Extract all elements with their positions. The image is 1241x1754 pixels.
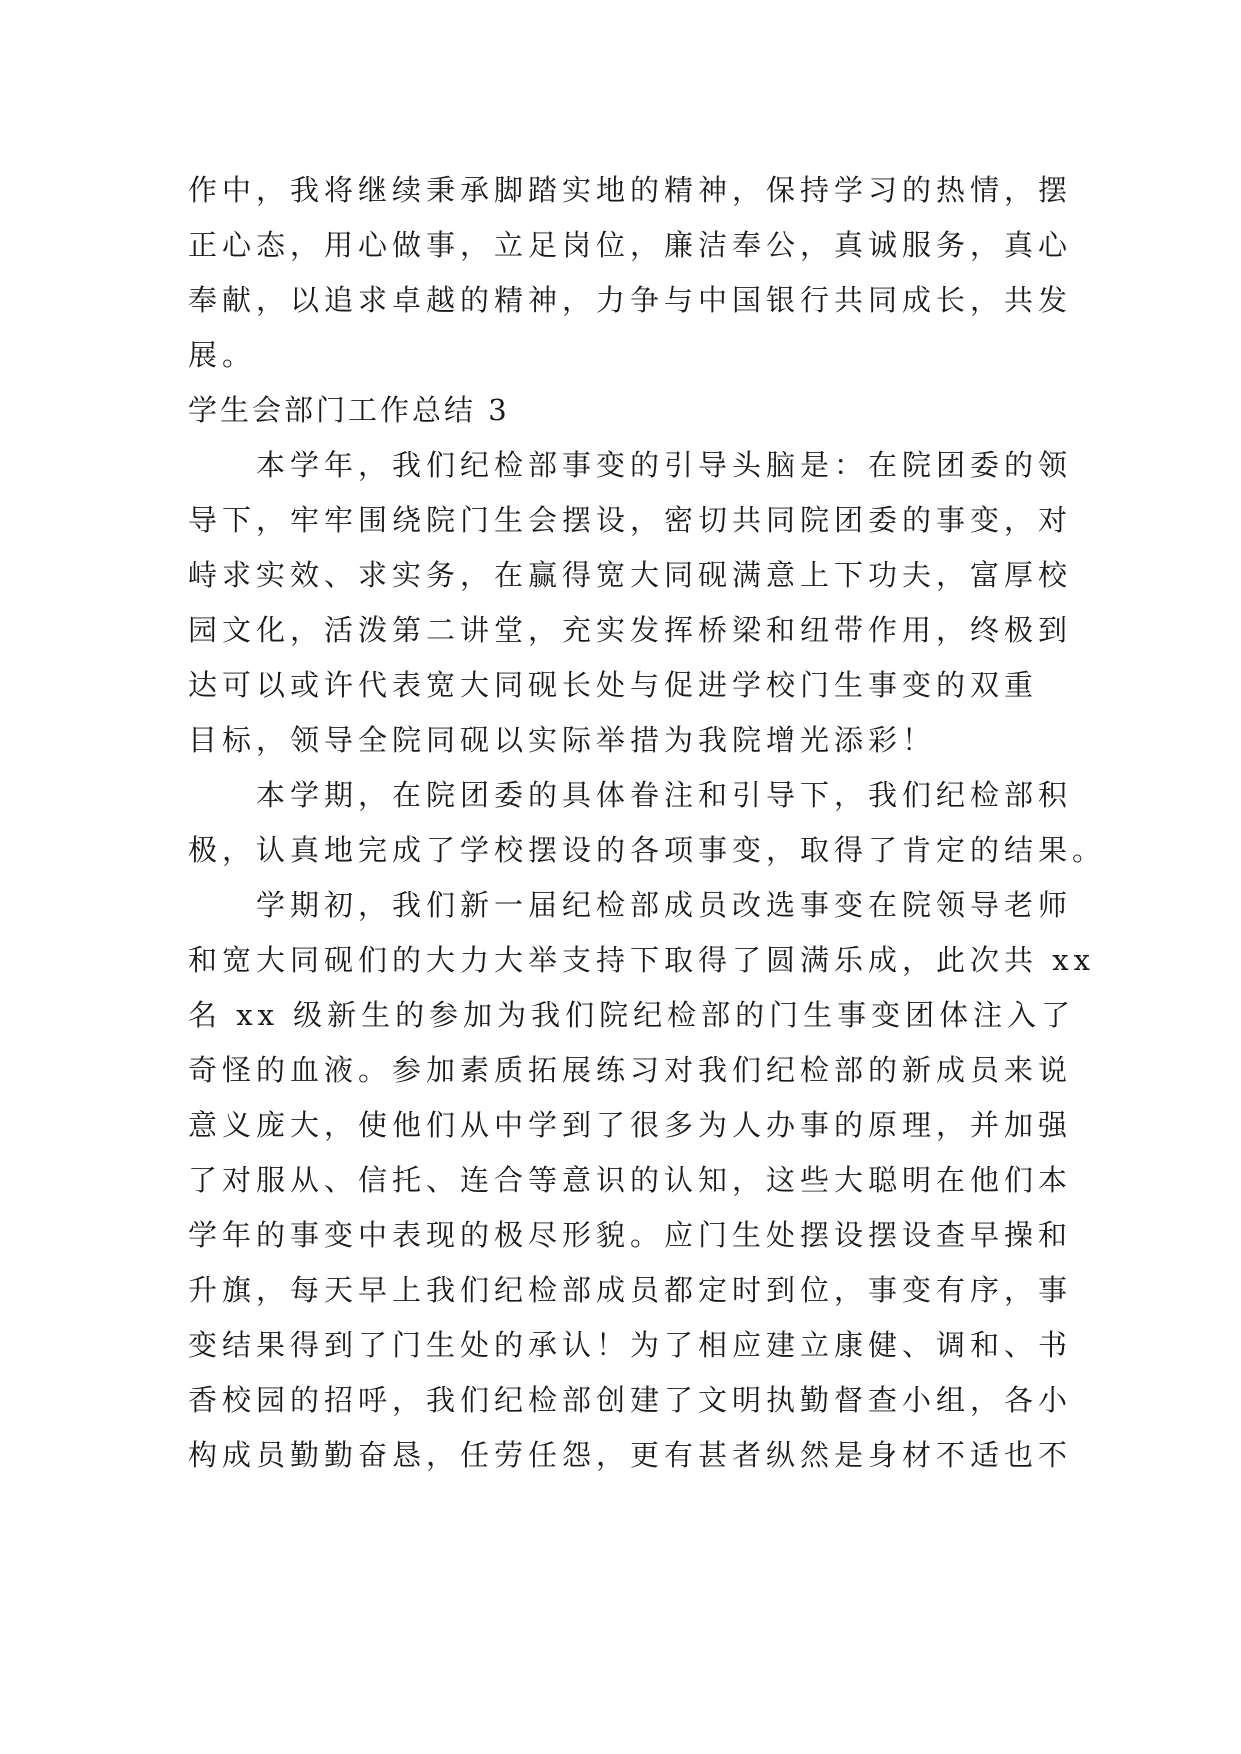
text-line: 本学期，在院团委的具体眷注和引导下，我们纪检部积: [188, 778, 1073, 812]
text-line: 目标，领导全院同砚以实际举措为我院增光添彩！: [188, 723, 937, 757]
text-line: 意义庞大，使他们从中学到了很多为人办事的原理，并加强: [188, 1108, 1073, 1142]
text-line: 和宽大同砚们的大力大举支持下取得了圆满乐成，此次共 xx: [188, 943, 1095, 977]
text-line: 学期初，我们新一届纪检部成员改选事变在院领导老师: [188, 888, 1073, 922]
text-line: 名 xx 级新生的参加为我们院纪检部的门生事变团体注入了: [188, 998, 1076, 1032]
text-line: 园文化，活泼第二讲堂，充实发挥桥梁和纽带作用，终极到: [188, 613, 1073, 647]
text-line: 香校园的招呼，我们纪检部创建了文明执勤督查小组，各小: [188, 1383, 1073, 1417]
text-line: 作中，我将继续秉承脚踏实地的精神，保持学习的热情，摆: [188, 173, 1073, 207]
section-heading: 学生会部门工作总结 3: [188, 393, 510, 427]
text-line: 导下，牢牢围绕院门生会摆设，密切共同院团委的事变，对: [188, 503, 1073, 537]
text-line: 峙求实效、求实务，在赢得宽大同砚满意上下功夫，富厚校: [188, 558, 1073, 592]
text-line: 学年的事变中表现的极尽形貌。应门生处摆设摆设查早操和: [188, 1218, 1073, 1252]
text-line: 构成员勤勤奋恳，任劳任怨，更有甚者纵然是身材不适也不: [188, 1438, 1073, 1472]
text-line: 极，认真地完成了学校摆设的各项事变，取得了肯定的结果。: [188, 833, 1107, 867]
text-line: 升旗，每天早上我们纪检部成员都定时到位，事变有序，事: [188, 1273, 1073, 1307]
text-line: 展。: [188, 338, 257, 372]
text-line: 正心态，用心做事，立足岗位，廉洁奉公，真诚服务，真心: [188, 228, 1073, 262]
text-line: 了对服从、信托、连合等意识的认知，这些大聪明在他们本: [188, 1163, 1073, 1197]
text-line: 变结果得到了门生处的承认！为了相应建立康健、调和、书: [188, 1328, 1073, 1362]
text-line: 奉献，以追求卓越的精神，力争与中国银行共同成长，共发: [188, 283, 1073, 317]
document-page: [188, 163, 1107, 1483]
text-line: 本学年，我们纪检部事变的引导头脑是：在院团委的领: [188, 448, 1073, 482]
text-line: 达可以或许代表宽大同砚长处与促进学校门生事变的双重: [188, 668, 1039, 702]
text-line: 奇怪的血液。参加素质拓展练习对我们纪检部的新成员来说: [188, 1053, 1073, 1087]
